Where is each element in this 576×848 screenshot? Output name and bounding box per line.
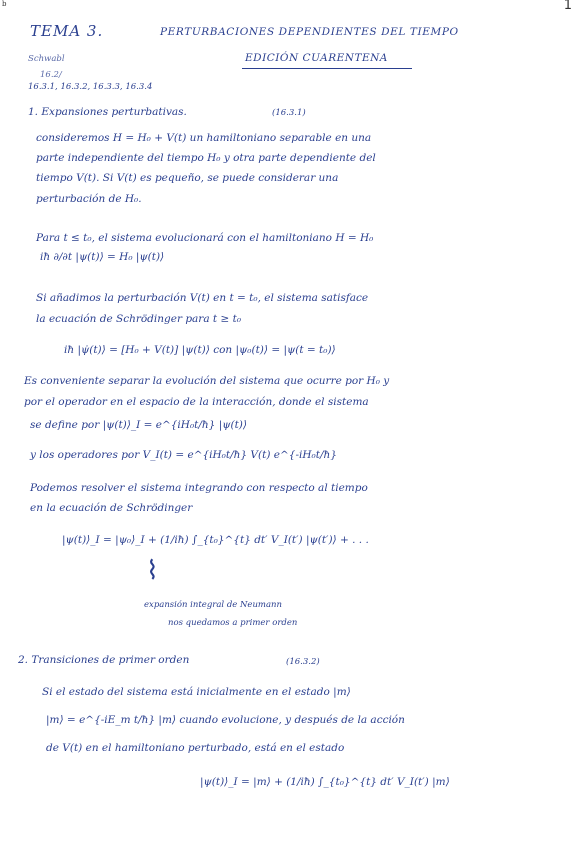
section1-heading: 1. Expansiones perturbativas. — [28, 106, 187, 118]
corner-mark: b — [2, 0, 7, 8]
section1-p4-line4: y los operadores por V_I(t) = e^{iH₀t/ħ} V(t) e^{-iH₀t/ħ} — [30, 449, 337, 461]
section1-p1-line4: perturbación de H₀. — [36, 193, 142, 205]
page-title: TEMA 3. — [30, 22, 104, 40]
section1-p5-note1: expansión integral de Neumann — [144, 600, 283, 610]
section2-p1-line2: |m⟩ = e^{-iE_m t/ħ} |m⟩ cuando evolucione, y después de la acción — [46, 714, 405, 726]
section1-p4-line3: se define por |ψ(t)⟩_I = e^{iH₀t/ħ} |ψ(t)⟩ — [30, 419, 247, 431]
section1-p5-note2: nos quedamos a primer orden — [168, 618, 298, 628]
page-subtitle: PERTURBACIONES DEPENDIENTES DEL TIEMPO — [160, 26, 459, 38]
section1-p2-line1: Para t ≤ t₀, el sistema evolucionará con el hamiltoniano H = H₀ — [36, 232, 374, 244]
section2-p1-line1: Si el estado del sistema está inicialmente en el estado |m⟩ — [42, 686, 351, 698]
section1-p1-line3: tiempo V(t). Si V(t) es pequeño, se puede considerar una — [36, 172, 339, 184]
section2-p1-equation: |ψ(t)⟩_I = |m⟩ + (1/iħ) ∫_{t₀}^{t} dt′ V_I(t′) |m⟩ — [200, 776, 450, 788]
section1-p5-line1: Podemos resolver el sistema integrando con respecto al tiempo — [30, 482, 368, 494]
section1-p4-line2: por el operador en el espacio de la interacción, donde el sistema — [24, 396, 369, 408]
section1-p3-equation: iħ |ψ̇(t)⟩ = [H₀ + V(t)] |ψ(t)⟩ con |ψ₀(t)⟩ = |ψ(t = t₀)⟩ — [64, 344, 336, 356]
section1-p2-equation: iħ ∂/∂t |ψ(t)⟩ = H₀ |ψ(t)⟩ — [40, 251, 165, 263]
section2-heading: 2. Transiciones de primer orden — [18, 654, 190, 666]
section1-p4-line1: Es conveniente separar la evolución del sistema que ocurre por H₀ y — [24, 375, 390, 387]
section2-ref: (16.3.2) — [286, 657, 320, 667]
section1-p5-line2: en la ecuación de Schrödinger — [30, 502, 193, 514]
section1-p5-equation: |ψ(t)⟩_I = |ψ₀⟩_I + (1/iħ) ∫_{t₀}^{t} dt′ V_I(t′) |ψ(t′)⟩ + . . . — [62, 534, 369, 546]
reference-note-1: 16.2/ — [40, 70, 62, 80]
edition-label: EDICIÓN CUARENTENA — [245, 52, 388, 64]
section1-p1-line1: consideremos H = H₀ + V(t) un hamiltoniano separable en una — [36, 132, 372, 144]
edition-underline — [242, 68, 412, 69]
section1-ref: (16.3.1) — [272, 108, 306, 118]
section2-p1-line3: de V(t) en el hamiltoniano perturbado, está en el estado — [46, 742, 345, 754]
page-number: 1 — [563, 0, 572, 13]
section1-p1-line2: parte independiente del tiempo H₀ y otra parte dependiente del — [36, 152, 376, 164]
author-note: Schwabl — [28, 54, 65, 64]
section1-p3-line2: la ecuación de Schrödinger para t ≥ t₀ — [36, 313, 242, 325]
section1-p3-line1: Si añadimos la perturbación V(t) en t = t₀, el sistema satisface — [36, 292, 369, 304]
neumann-brace: ⌇ — [146, 556, 159, 586]
reference-note-2: 16.3.1, 16.3.2, 16.3.3, 16.3.4 — [28, 82, 153, 92]
